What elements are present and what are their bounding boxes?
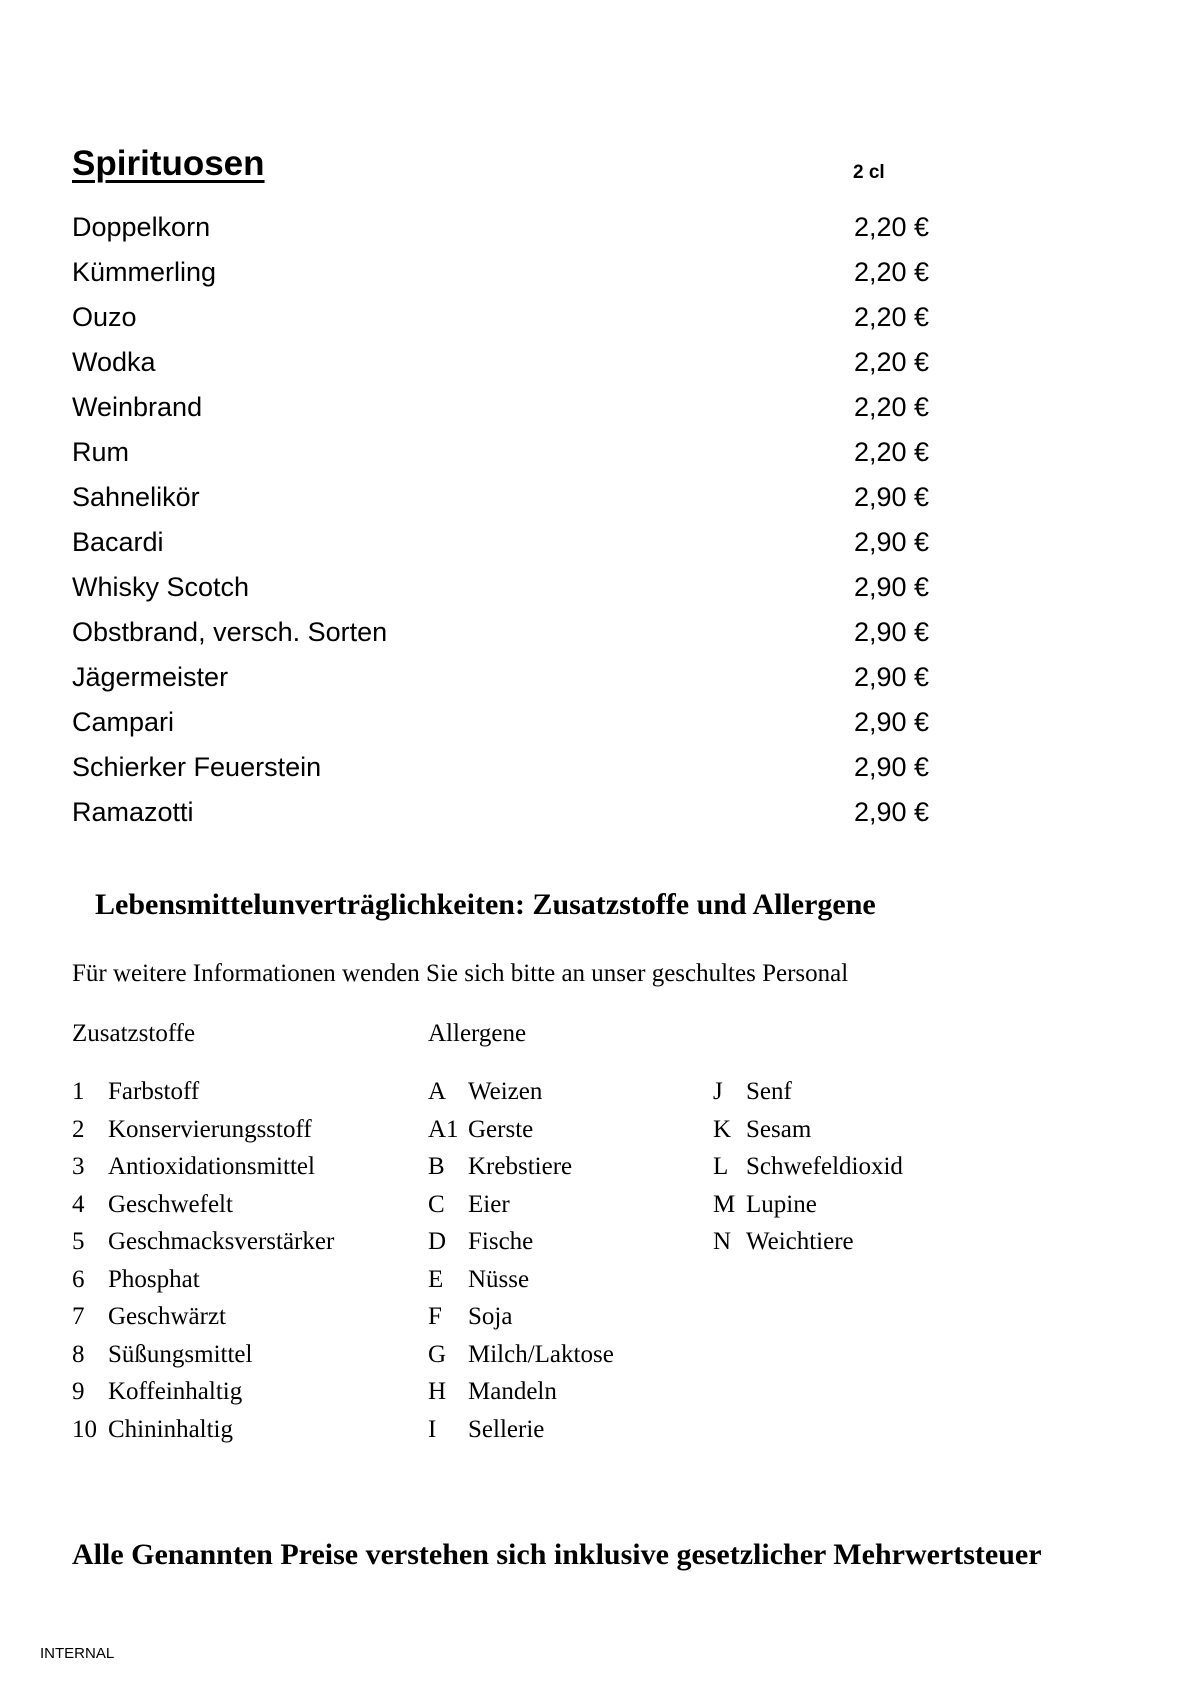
item-code: 3 <box>72 1153 85 1180</box>
allergen-item <box>428 1191 614 1229</box>
item-code: H <box>428 1378 447 1405</box>
allergen-item <box>428 1116 614 1154</box>
item-code: J <box>713 1078 723 1105</box>
item-label: Phosphat <box>108 1265 200 1293</box>
allergen-item <box>428 1341 614 1379</box>
item-code: 2 <box>72 1115 85 1143</box>
item-code: A1 <box>428 1115 459 1143</box>
drink-row <box>72 707 952 752</box>
drink-price: 2,20 € <box>854 392 930 422</box>
item-label: Nüsse <box>468 1265 530 1293</box>
allergen-item <box>428 1078 614 1116</box>
additive-item <box>72 1303 334 1341</box>
item-label: Geschwärzt <box>108 1303 226 1330</box>
additives-heading: Zusatzstoffe <box>72 1020 196 1047</box>
drink-row <box>72 257 952 302</box>
drink-price: 2,90 € <box>854 662 930 692</box>
allergen-item <box>428 1303 614 1341</box>
drink-row <box>72 797 952 842</box>
item-code: E <box>428 1265 444 1293</box>
drink-row <box>72 617 952 662</box>
allergens-list-1 <box>428 1078 614 1453</box>
additive-item <box>72 1078 334 1116</box>
drink-price: 2,90 € <box>854 527 930 557</box>
allergen-item <box>713 1153 903 1191</box>
item-label: Soja <box>468 1303 513 1330</box>
item-label: Krebstiere <box>468 1153 573 1180</box>
drink-row <box>72 662 952 707</box>
item-label: Gerste <box>468 1115 534 1143</box>
allergen-item <box>428 1228 614 1266</box>
item-label: Chininhaltig <box>108 1415 233 1443</box>
item-label: Farbstoff <box>108 1078 200 1105</box>
item-code: K <box>713 1115 732 1143</box>
item-label: Eier <box>468 1190 510 1218</box>
drink-name: Obstbrand, versch. Sorten <box>72 617 388 647</box>
drink-name: Ouzo <box>72 302 137 332</box>
drink-row <box>72 437 952 482</box>
item-code: D <box>428 1228 447 1255</box>
item-label: Konservierungsstoff <box>108 1115 312 1143</box>
item-code: L <box>713 1153 729 1180</box>
additive-item <box>72 1153 334 1191</box>
drink-name: Jägermeister <box>72 662 229 692</box>
item-code: G <box>428 1340 447 1368</box>
menu-title: Spirituosen <box>72 144 265 183</box>
drink-price: 2,20 € <box>854 212 930 242</box>
item-label: Weizen <box>468 1078 543 1105</box>
classification-label: INTERNAL <box>40 1645 115 1662</box>
item-code: I <box>428 1415 437 1443</box>
item-label: Sesam <box>746 1115 812 1143</box>
additive-item <box>72 1228 334 1266</box>
item-code: 8 <box>72 1340 85 1368</box>
item-code: M <box>713 1190 736 1218</box>
drink-name: Campari <box>72 707 175 737</box>
drink-name: Kümmerling <box>72 257 217 287</box>
allergen-item <box>428 1378 614 1416</box>
item-code: 1 <box>72 1078 85 1105</box>
item-code: 7 <box>72 1303 85 1330</box>
item-label: Weichtiere <box>746 1228 854 1255</box>
item-label: Lupine <box>746 1190 817 1218</box>
drink-price: 2,20 € <box>854 302 930 332</box>
drink-price: 2,90 € <box>854 572 930 602</box>
additive-item <box>72 1266 334 1304</box>
serving-unit: 2 cl <box>853 162 885 183</box>
drink-row <box>72 302 952 347</box>
drink-name: Whisky Scotch <box>72 572 250 602</box>
drink-name: Sahnelikör <box>72 482 200 512</box>
drink-price: 2,90 € <box>854 752 930 782</box>
allergen-item <box>713 1078 903 1116</box>
drink-name: Ramazotti <box>72 797 194 827</box>
allergens-heading: Allergene <box>428 1020 527 1047</box>
item-label: Koffeinhaltig <box>108 1378 243 1405</box>
item-code: 9 <box>72 1378 85 1405</box>
drink-row <box>72 212 952 257</box>
drink-row <box>72 572 952 617</box>
drink-price: 2,90 € <box>854 482 930 512</box>
allergen-heading: Lebensmittelunverträglichkeiten: Zusatzstoffe und Allergene <box>95 888 876 921</box>
item-label: Geschwefelt <box>108 1190 233 1218</box>
drink-price: 2,90 € <box>854 797 930 827</box>
item-code: N <box>713 1228 732 1255</box>
item-label: Fische <box>468 1228 534 1255</box>
vat-note: Alle Genannten Preise verstehen sich inklusive gesetzlicher Mehrwertsteuer <box>72 1538 1042 1571</box>
item-code: 10 <box>72 1415 97 1443</box>
item-code: F <box>428 1303 442 1330</box>
allergen-item <box>713 1191 903 1229</box>
additive-item <box>72 1378 334 1416</box>
allergen-item <box>428 1416 614 1454</box>
allergens-list-2 <box>713 1078 903 1266</box>
allergen-item <box>713 1116 903 1154</box>
drink-row <box>72 482 952 527</box>
drink-price: 2,90 € <box>854 617 930 647</box>
drink-name: Weinbrand <box>72 392 203 422</box>
additives-list <box>72 1078 334 1453</box>
item-code: 6 <box>72 1265 85 1293</box>
item-label: Milch/Laktose <box>468 1340 614 1368</box>
drink-price: 2,20 € <box>854 257 930 287</box>
info-text: Für weitere Informationen wenden Sie sich bitte an unser geschultes Personal <box>72 960 849 987</box>
item-code: B <box>428 1153 445 1180</box>
item-label: Sellerie <box>468 1415 545 1443</box>
item-label: Senf <box>746 1078 792 1105</box>
drink-list <box>72 212 952 842</box>
item-label: Süßungsmittel <box>108 1340 253 1368</box>
additive-item <box>72 1116 334 1154</box>
item-code: 5 <box>72 1228 85 1255</box>
allergen-item <box>428 1153 614 1191</box>
drink-name: Wodka <box>72 347 156 377</box>
item-label: Mandeln <box>468 1378 557 1405</box>
drink-row <box>72 527 952 572</box>
additive-item <box>72 1416 334 1454</box>
drink-price: 2,90 € <box>854 707 930 737</box>
drink-name: Doppelkorn <box>72 212 211 242</box>
item-code: A <box>428 1078 447 1105</box>
drink-name: Bacardi <box>72 527 164 557</box>
allergen-item <box>713 1228 903 1266</box>
drink-name: Schierker Feuerstein <box>72 752 322 782</box>
additive-item <box>72 1341 334 1379</box>
drink-row <box>72 752 952 797</box>
drink-price: 2,20 € <box>854 347 930 377</box>
item-code: C <box>428 1190 445 1218</box>
allergen-item <box>428 1266 614 1304</box>
drink-row <box>72 392 952 437</box>
drink-price: 2,20 € <box>854 437 930 467</box>
item-label: Antioxidationsmittel <box>108 1153 315 1180</box>
drink-row <box>72 347 952 392</box>
item-label: Geschmacksverstärker <box>108 1228 335 1255</box>
item-label: Schwefeldioxid <box>746 1153 903 1180</box>
item-code: 4 <box>72 1190 85 1218</box>
additive-item <box>72 1191 334 1229</box>
drink-name: Rum <box>72 437 130 467</box>
